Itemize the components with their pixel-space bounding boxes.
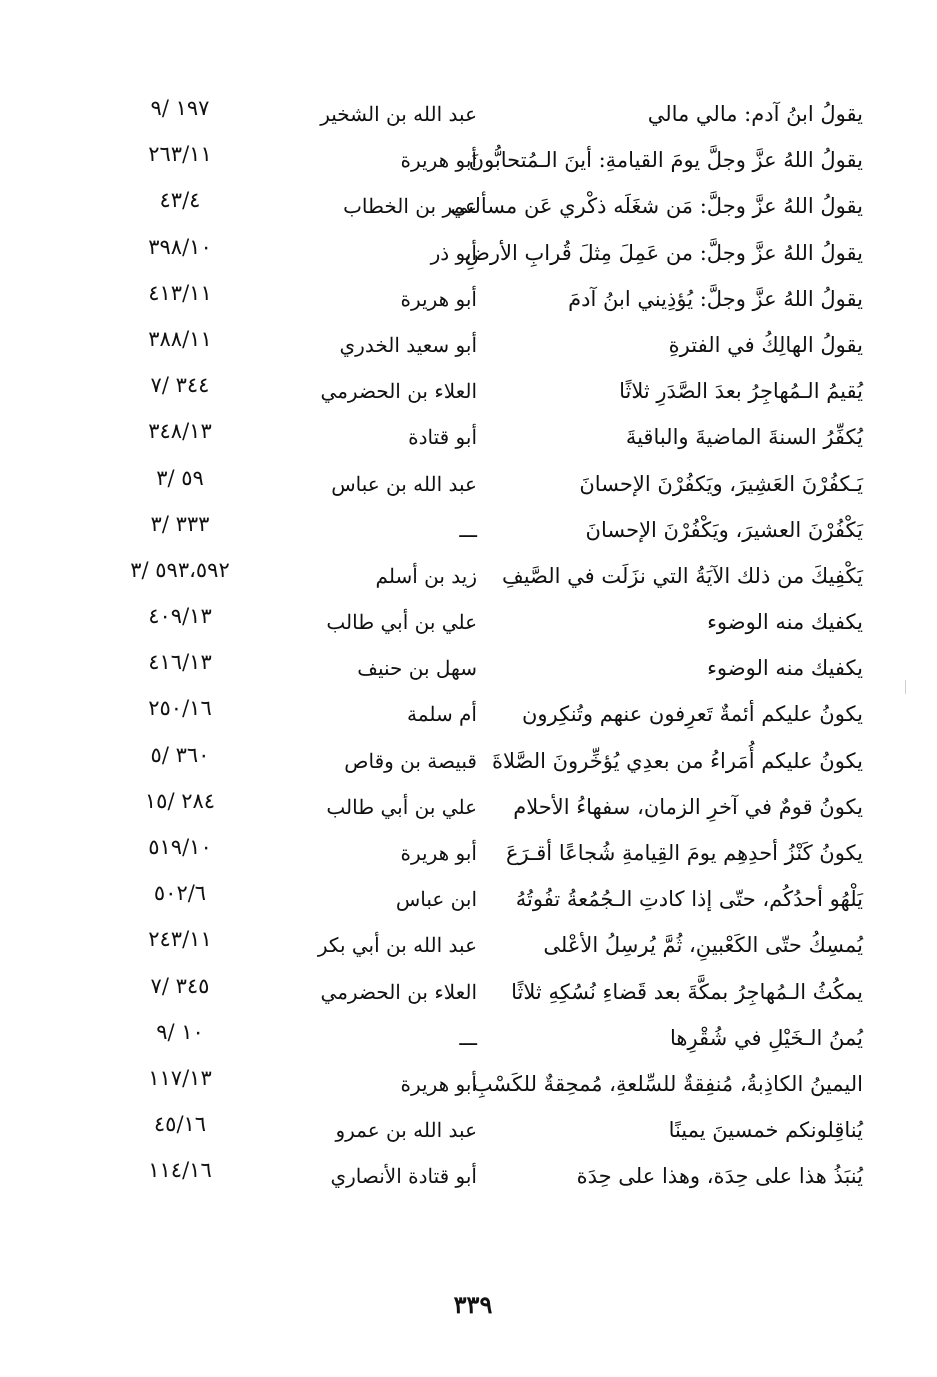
hadith-text: يكونُ قومٌ في آخرِ الزمان، سفهاءُ الأحلام [513, 794, 863, 819]
volume-page-reference: ٣٤٤ /٧ [150, 373, 210, 398]
volume-page-reference: ٢٨٤ /١٥ [144, 788, 216, 813]
volume-page-reference: ٥٩٣،٥٩٢ /٣ [130, 557, 230, 582]
volume-page-reference: ٢٤٣/١١ [148, 927, 212, 952]
index-row [0, 785, 937, 831]
volume-page-reference: ٢٦٣/١١ [148, 142, 212, 167]
narrator-name: ـــ [459, 517, 477, 542]
index-row [0, 138, 937, 184]
narrator-name: ابن عباس [395, 887, 477, 912]
hadith-text: يُمسِكُ حتّى الكَعْبينِ، ثُمَّ يُرسِلُ الأعْلى [543, 933, 863, 958]
narrator-name: أبو هريرة [400, 841, 477, 865]
hadith-text: اليمينُ الكاذِبةُ، مُنفِقةٌ للسِّلعةِ، مُمحِقةٌ للكَسْبِ [472, 1071, 863, 1096]
volume-page-reference: ٣٩٨/١٠ [148, 234, 212, 259]
narrator-name: أبو قتادة الأنصاري [330, 1164, 477, 1189]
index-row [0, 1154, 937, 1200]
narrator-name: عبد الله بن أبي بكر [317, 933, 477, 958]
hadith-text: يَـكفُرْنَ العَشِيرَ، ويَكفُرْنَ الإحسانَ [579, 471, 863, 496]
narrator-name: العلاء بن الحضرمي [320, 979, 477, 1004]
narrator-name: عبد الله بن الشخير [320, 102, 477, 126]
index-row [0, 415, 937, 461]
index-row [0, 739, 937, 785]
index-row [0, 923, 937, 969]
hadith-text: يُكفِّرُ السنةَ الماضيةَ والباقيةَ [625, 425, 863, 450]
volume-page-reference: ٤٥/١٦ [153, 1112, 207, 1137]
hadith-text: يمكُثُ الـمُهاجِرُ بمكَّةَ بعد قَضاءِ نُسُكِهِ ثلاثًا [511, 979, 863, 1004]
hadith-text: يُمنُ الـخَيْلِ في شُقْرِها [670, 1025, 863, 1050]
hadith-text: يقولُ الهالِكُ في الفترةِ [668, 332, 863, 357]
narrator-name: عبد الله بن عباس [331, 471, 477, 496]
index-row [0, 877, 937, 923]
volume-page-reference: ١٠ /٩ [156, 1019, 204, 1044]
volume-page-reference: ٤١٦/١٣ [148, 650, 212, 675]
volume-page-reference: ٣٤٥ /٧ [150, 973, 210, 998]
index-row [0, 970, 937, 1016]
volume-page-reference: ٤١٣/١١ [148, 280, 212, 305]
volume-page-reference: ٣٦٠ /٥ [150, 742, 210, 767]
page-number: ٣٣٩ [453, 1290, 493, 1319]
hadith-text: يكفيك منه الوضوء [707, 656, 863, 681]
narrator-name: قبيصة بن وقاص [344, 748, 477, 773]
hadith-text: يكونُ كَنْزُ أحدِهِم يومَ القِيامةِ شُجاعًا أقـرَعَ [506, 841, 863, 865]
hadith-text: يقولُ اللهُ عزَّ وجلَّ: من عَمِلَ مِثلَ قُرابِ الأرضِ [464, 240, 863, 265]
index-row [0, 231, 937, 277]
volume-page-reference: ١٩٧ /٩ [150, 96, 210, 120]
hadith-index-list [0, 92, 937, 1201]
narrator-name: سهل بن حنيف [357, 656, 477, 681]
hadith-text: يقولُ ابنُ آدم: مالي مالي [647, 102, 863, 126]
hadith-text: يقولُ اللهُ عزَّ وجلَّ يومَ القيامةِ: أينَ الـمُتحابُّونَ [468, 148, 863, 173]
margin-mark [905, 680, 906, 694]
hadith-text: يَكْفِيكَ من ذلك الآيَةُ التي نزَلَت في الصَّيفِ [501, 563, 863, 588]
volume-page-reference: ٣٨٨/١١ [148, 326, 212, 351]
volume-page-reference: ٤٠٩/١٣ [148, 604, 212, 629]
hadith-text: يقولُ اللهُ عزَّ وجلَّ: مَن شغَلَه ذكْري عَن مسألتي [450, 194, 863, 219]
volume-page-reference: ٥١٩/١٠ [148, 835, 212, 859]
narrator-name: أبو هريرة [400, 1071, 477, 1096]
index-row [0, 369, 937, 415]
index-row [0, 184, 937, 230]
hadith-text: يُناقِلونكم خمسينَ يمينًا [668, 1118, 863, 1143]
hadith-text: يكونُ عليكم أُمَراءُ من بعدِي يُؤخِّرونَ الصَّلاةَ [491, 748, 863, 773]
index-row [0, 831, 937, 877]
volume-page-reference: ١١٤/١٦ [148, 1158, 212, 1183]
hadith-text: يقولُ اللهُ عزَّ وجلَّ: يُؤذِيني ابنُ آدمَ [568, 286, 863, 311]
index-row [0, 1108, 937, 1154]
narrator-name: أبو سعيد الخدري [339, 332, 477, 357]
index-row [0, 508, 937, 554]
narrator-name: عمر بن الخطاب [343, 194, 477, 219]
hadith-text: يكونُ عليكم أئمةٌ تَعرِفون عنهم وتُنكِرون [521, 702, 863, 727]
narrator-name: أم سلمة [407, 702, 477, 727]
hadith-text: يكفيك منه الوضوء [707, 610, 863, 635]
index-row [0, 277, 937, 323]
narrator-name: زيد بن أسلم [375, 563, 477, 588]
narrator-name: علي بن أبي طالب [326, 794, 477, 819]
narrator-name: أبو هريرة [400, 148, 477, 173]
hadith-text: يَكْفُرْنَ العشيرَ، ويَكْفُرْنَ الإحسانَ [585, 517, 863, 542]
index-row [0, 462, 937, 508]
volume-page-reference: ٢٥٠/١٦ [148, 696, 212, 721]
index-row [0, 92, 937, 138]
hadith-text: يَلْهُو أحدُكُم، حتّى إذا كادتِ الـجُمُعةُ تفُوتُهُ [515, 887, 863, 912]
volume-page-reference: ١١٧/١٣ [148, 1065, 212, 1090]
volume-page-reference: ٥٩ /٣ [156, 465, 204, 490]
narrator-name: علي بن أبي طالب [326, 610, 477, 635]
narrator-name: أبو هريرة [400, 286, 477, 311]
volume-page-reference: ٣٣٣ /٣ [150, 511, 210, 536]
narrator-name: العلاء بن الحضرمي [320, 379, 477, 404]
narrator-name: أبو ذر [430, 240, 477, 265]
index-row [0, 692, 937, 738]
index-row [0, 323, 937, 369]
index-row [0, 1016, 937, 1062]
hadith-text: يُنبَذُ هذا على حِدَة، وهذا على حِدَة [576, 1164, 863, 1189]
volume-page-reference: ٤٣/٤ [159, 188, 201, 213]
hadith-text: يُقيمُ الـمُهاجِرُ بعدَ الصَّدَرِ ثلاثًا [619, 379, 863, 404]
index-row [0, 1062, 937, 1108]
index-row [0, 600, 937, 646]
volume-page-reference: ٣٤٨/١٣ [148, 419, 212, 444]
narrator-name: ـــ [459, 1025, 477, 1050]
index-row [0, 554, 937, 600]
index-row [0, 646, 937, 692]
narrator-name: أبو قتادة [408, 425, 477, 450]
narrator-name: عبد الله بن عمرو [335, 1118, 477, 1143]
volume-page-reference: ٥٠٢/٦ [153, 881, 207, 906]
